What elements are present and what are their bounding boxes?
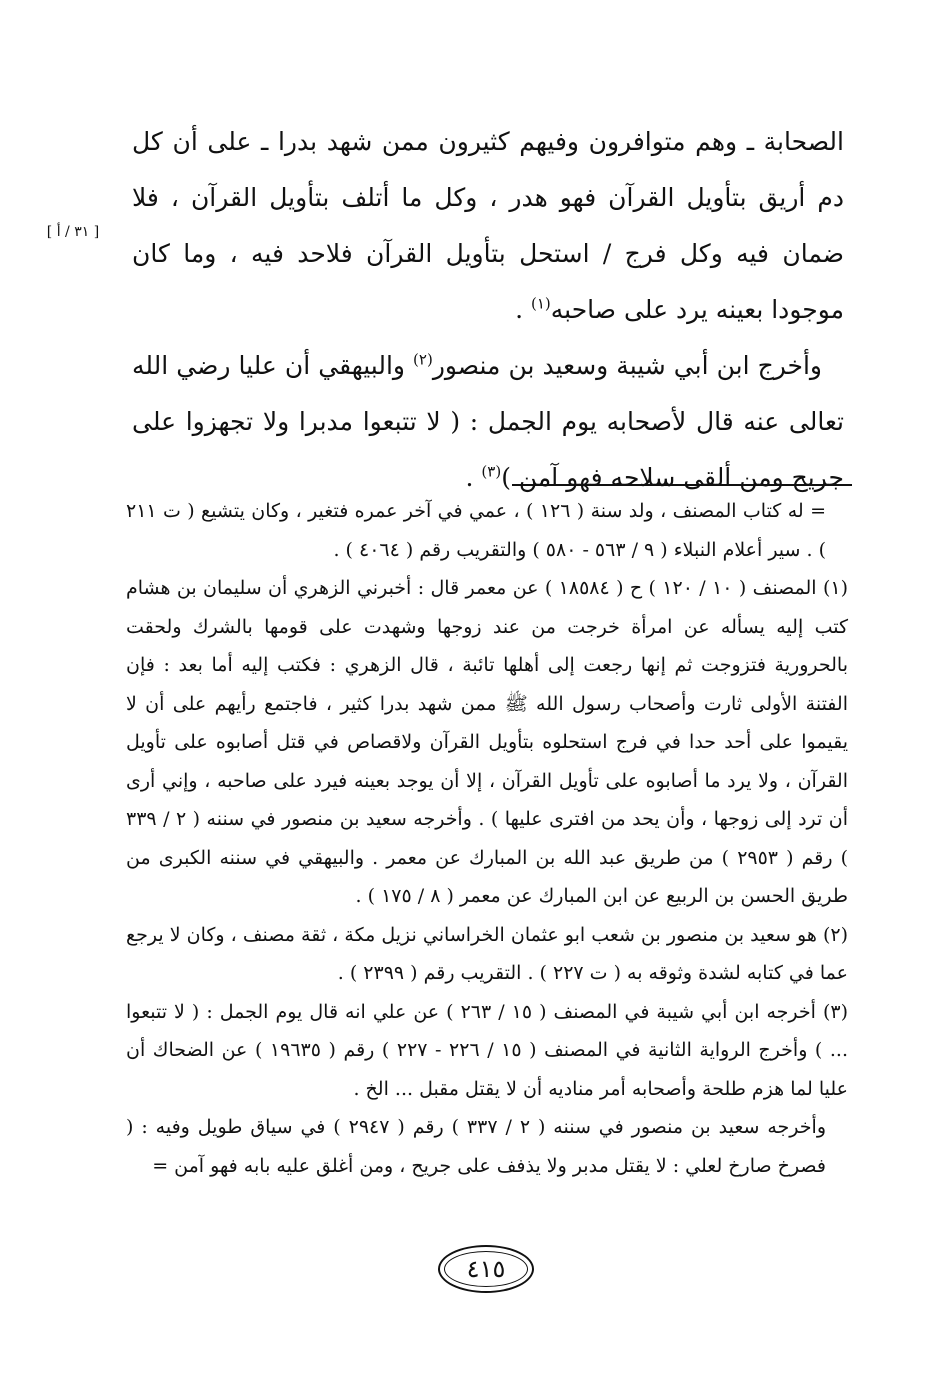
footnote-separator bbox=[512, 484, 852, 486]
footnote-continuation: = له كتاب المصنف ، ولد سنة ( ١٢٦ ) ، عمي في آخر عمره فتغير ، وكان يتشيع ( ت ٢١١ ) . سير أعلام النبلاء ( ٩ / ٥٦٣ - ٥٨٠ ) والتقريب رقم ( ٤٠٦٤ ) . bbox=[126, 500, 826, 561]
page-number-text: ٤١٥ bbox=[466, 1255, 506, 1283]
footnote-1: (١) المصنف ( ١٠ / ١٢٠ ) ح ( ١٨٥٨٤ ) عن معمر قال : أخبرني الزهري أن سليمان بن هشام كتب إليه يسأله عن امرأة خرجت من عند زوجها وشهدت على قومها بالشرك ولحقت بالحرورية فتزوجت ثم إنها رجعت إلى أهلها تائبة ، قال الزهري : فكتب إليه أما بعد : فإن الفتنة الأولى ثارت وأصحاب رسول الله ﷺ ممن شهد بدرا كثير ، فاجتمع رأيهم على أن لا يقيموا على أحد حدا في فرج استحلوه بتأويل القرآن ولاقصاص في قتل أصابوه على تأويل القرآن ، ولا يرد ما أصابوه على تأويل القرآن ، إلا أن يوجد بعينه فيرد على صاحبه ، وإني أرى أن ترد إلى زوجها ، وأن يحد من افترى عليها ) . وأخرجه سعيد بن منصور في سننه ( ٢ / ٣٣٩ ) رقم ( ٢٩٥٣ ) من طريق عبد الله بن المبارك عن معمر . والبيهقي في سننه الكبرى من طريق الحسن بن الربيع عن ابن المبارك عن معمر ( ٨ / ١٧٥ ) . bbox=[126, 577, 849, 907]
main-paragraph-1-text: الصحابة ـ وهم متوافرون وفيهم كثيرون ممن شهد بدرا ـ على أن كل دم أريق بتأويل القرآن فهو هدر ، وكل ما أتلف بتأويل القرآن ، فلا ضمان فيه وكل فرج / استحل بتأويل القرآن فلاحد فيه ، وما كان موجودا بعينه يرد على صاحبه bbox=[132, 127, 844, 324]
main-paragraph-2-middle: والبيهقي أن عليا رضي الله تعالى عنه قال لأصحابه يوم الجمل : ( لا تتبعوا مدبرا ولا تجهزوا على جريح ومن ألقى سلاحه فهو آمن ) bbox=[132, 351, 844, 492]
footnote-2: (٢) هو سعيد بن منصور بن شعب ابو عثمان الخراساني نزيل مكة ، ثقة مصنف ، وكان لا يرجع عما في كتابه لشدة وثوقه به ( ت ٢٢٧ ) . التقريب رقم ( ٢٣٩٩ ) . bbox=[126, 923, 848, 984]
main-paragraph-1 bbox=[132, 114, 844, 338]
footnote-ref-3: (٣) bbox=[481, 462, 502, 481]
main-paragraph-2-text: وأخرج ابن أبي شيبة وسعيد بن منصور bbox=[432, 351, 822, 380]
manuscript-folio-reference: [ ٣١ / أ ] bbox=[46, 224, 100, 240]
main-paragraph-1-end: . bbox=[515, 295, 531, 324]
main-paragraph-2 bbox=[132, 338, 844, 506]
page-number bbox=[438, 1245, 534, 1293]
footnote-3: (٣) أخرجه ابن أبي شيبة في المصنف ( ١٥ / ٢٦٣ ) عن علي انه قال يوم الجمل : ( لا تتبعوا ... ) وأخرج الرواية الثانية في المصنف ( ١٥ / ٢٢٦ - ٢٢٧ ) رقم ( ١٩٦٣٥ ) عن الضحاك أن عليا لما هزم طلحة وأصحابه أمر مناديه أن لا يقتل مقبل ... الخ . bbox=[126, 1000, 849, 1100]
footnote-ref-1: (١) bbox=[531, 294, 551, 313]
main-text bbox=[132, 114, 844, 506]
footnote-3-continued: وأخرجه سعيد بن منصور في سننه ( ٢ / ٣٣٧ ) رقم ( ٢٩٤٧ ) في سياق طويل وفيه : ( فصرخ صارخ لعلي : لا يقتل مدبر ولا يذفف على جريح ، ومن أغلق عليه بابه فهو آمن = bbox=[126, 1116, 826, 1177]
footnote-ref-2: (٢) bbox=[413, 350, 433, 369]
main-paragraph-2-end: . bbox=[465, 463, 482, 492]
footnotes bbox=[126, 492, 848, 1185]
